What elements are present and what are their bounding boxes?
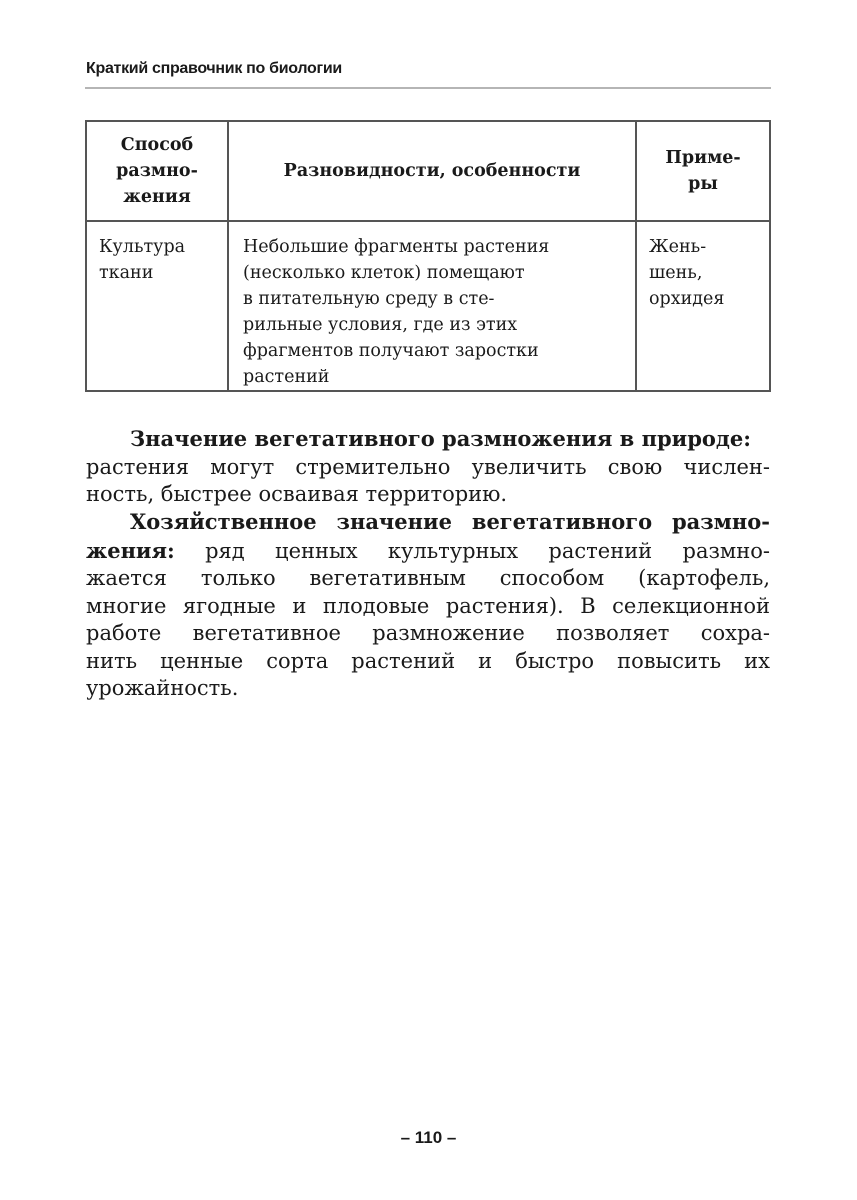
cell-examples — [636, 221, 770, 391]
paragraph-economic-significance — [86, 508, 770, 703]
paragraph-text: ряд ценных культурных растений размно- — [174, 538, 770, 563]
cell-text: (несколько клеток) помещают — [243, 263, 525, 283]
paragraph-line: работе вегетативное размножение позволяет сохра- — [86, 621, 770, 645]
paragraph-line: ность, быстрее осваивая территорию. — [86, 482, 508, 506]
table-row — [86, 221, 770, 391]
paragraph-line: жается только вегетативным способом (картофель, — [86, 566, 770, 590]
cell-text: ткани — [99, 263, 154, 283]
table-header-row — [86, 121, 770, 221]
header-text: Способ — [120, 135, 194, 155]
reproduction-table — [85, 120, 771, 392]
header-text: Разновидности, особенности — [283, 161, 581, 181]
page-number: – 110 – — [400, 1128, 457, 1147]
header-method — [86, 121, 228, 221]
bold-lead: жения: — [86, 537, 175, 563]
header-examples — [636, 121, 770, 221]
cell-text: Небольшие фрагменты растения — [243, 237, 550, 257]
bold-lead: Хозяйственное значение вегетативного размно- — [130, 509, 770, 534]
paragraph-line: растения могут стремительно увеличить свою числен- — [86, 454, 770, 479]
cell-text: шень, — [649, 263, 703, 283]
header-text: ры — [688, 174, 718, 194]
paragraph-line: нить ценные сорта растений и быстро повысить их — [86, 648, 770, 673]
cell-text: растений — [243, 367, 330, 387]
running-head: Краткий справочник по биологии — [86, 60, 342, 77]
header-text: размно- — [116, 161, 198, 181]
cell-method — [86, 221, 228, 391]
paragraph-line: урожайность. — [86, 676, 239, 700]
cell-text: рильные условия, где из этих — [243, 315, 518, 335]
header-rule — [85, 87, 771, 89]
header-text: Приме- — [665, 148, 741, 168]
cell-text: орхидея — [649, 289, 725, 309]
cell-text: Культура — [99, 237, 186, 257]
cell-text: в питательную среду в сте- — [243, 289, 495, 309]
cell-text: Жень- — [649, 237, 707, 257]
cell-text: фрагментов получают заростки — [243, 341, 539, 361]
paragraph-line: многие ягодные и плодовые растения). В селекционной — [86, 593, 770, 618]
header-text: жения — [123, 187, 191, 207]
cell-features — [228, 221, 636, 391]
paragraph-natural-significance — [86, 425, 770, 509]
bold-lead: Значение вегетативного размножения в природе: — [130, 426, 751, 451]
header-features — [228, 121, 636, 221]
